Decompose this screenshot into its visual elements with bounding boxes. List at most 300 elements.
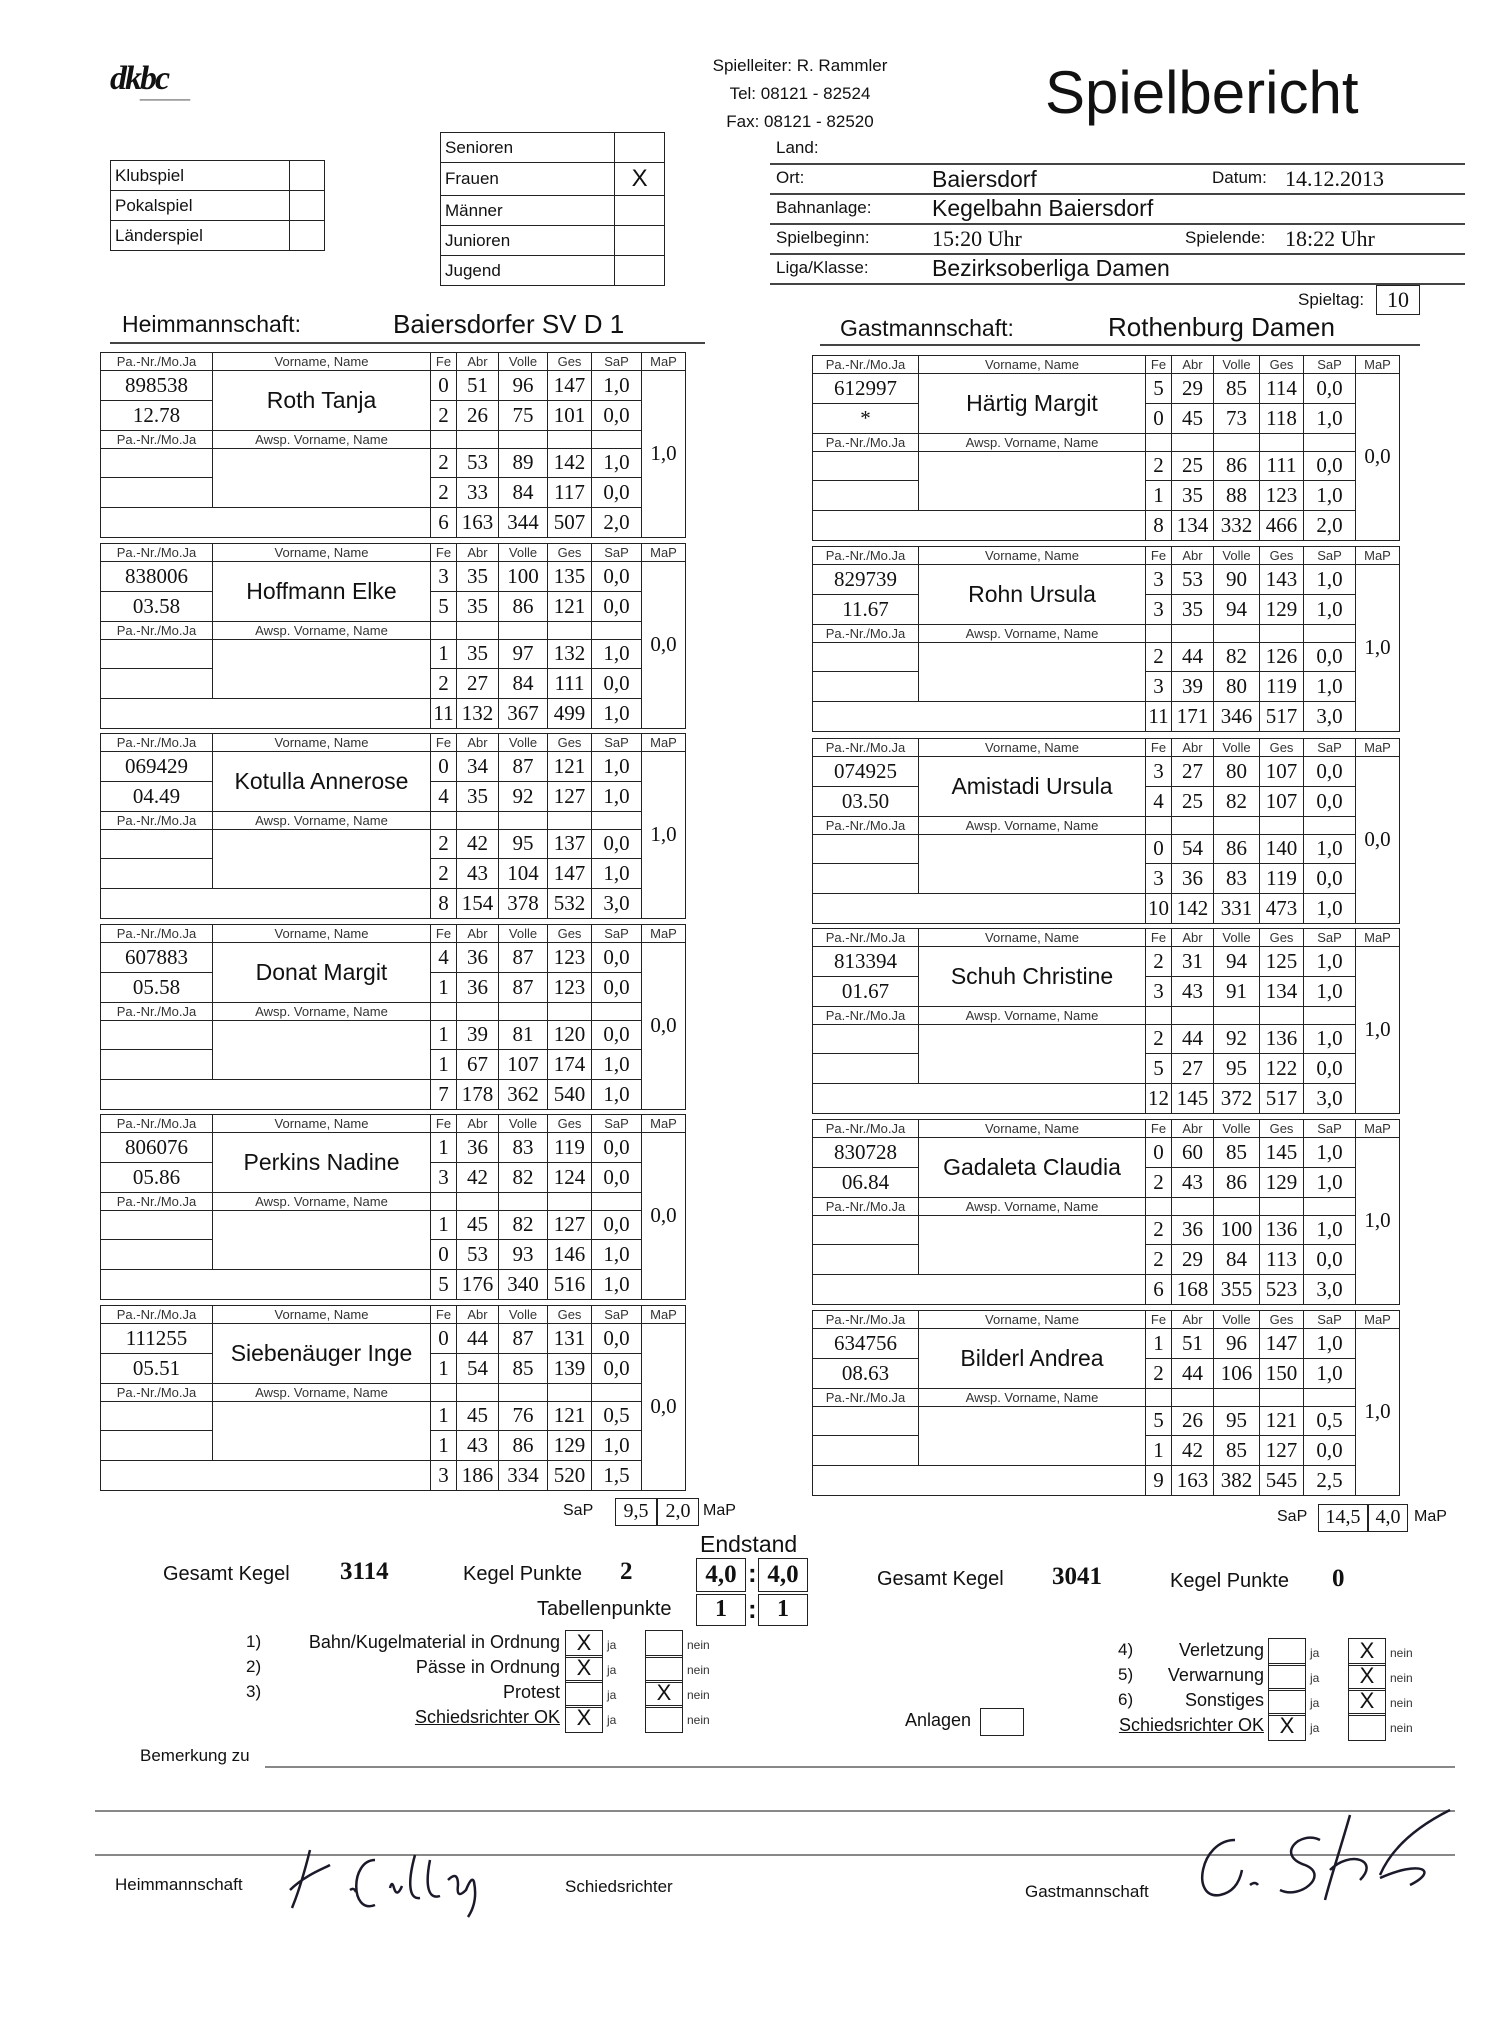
total-cell: 132	[457, 699, 499, 729]
empty-cell	[1304, 1197, 1356, 1215]
substitute-pass-cell[interactable]	[813, 834, 919, 864]
game-cell: 145	[1260, 1138, 1304, 1168]
substitute-pass-cell[interactable]	[101, 1240, 213, 1270]
game-cell: 119	[1260, 672, 1304, 702]
awsp-header: Awsp. Vorname, Name	[919, 816, 1146, 834]
game-type-box	[110, 160, 325, 251]
volle-header: Volle	[1214, 547, 1260, 565]
empty-cell	[592, 1383, 642, 1401]
game-cell: 82	[1214, 642, 1260, 672]
check-number: 3)	[246, 1682, 262, 1701]
vorname-header: Vorname, Name	[919, 1120, 1146, 1138]
pa-nr-header: Pa.-Nr./Mo.Ja	[101, 1192, 213, 1210]
land-label: Land:	[776, 138, 819, 157]
game-cell: 2	[431, 829, 457, 859]
vorname-header: Vorname, Name	[213, 734, 431, 752]
pa-nr-header: Pa.-Nr./Mo.Ja	[813, 624, 919, 642]
game-cell: 86	[1214, 451, 1260, 481]
substitute-pass-cell[interactable]	[813, 451, 919, 481]
game-cell: 36	[457, 972, 499, 1002]
spielende-label: Spielende:	[1185, 228, 1266, 247]
total-cell: 9	[1146, 1466, 1172, 1496]
substitute-name[interactable]	[213, 1210, 431, 1270]
player-map: 1,0	[1356, 947, 1400, 1114]
game-cell: 174	[548, 1050, 592, 1080]
substitute-pass-cell[interactable]	[813, 481, 919, 511]
category-mark[interactable]: X	[615, 163, 665, 196]
empty-cell	[1146, 1006, 1172, 1024]
empty-cell	[1214, 624, 1260, 642]
check-ja-box[interactable]	[1268, 1638, 1306, 1666]
game-cell: 126	[1260, 642, 1304, 672]
total-cell: 532	[548, 889, 592, 919]
game-cell: 2	[1146, 1245, 1172, 1275]
check-nein-label: nein	[687, 1638, 710, 1652]
game-cell: 106	[1214, 1358, 1260, 1388]
game-cell: 1	[431, 1401, 457, 1431]
game-cell: 1,0	[592, 781, 642, 811]
tabellenpunkte-label: Tabellenpunkte	[537, 1598, 672, 1620]
substitute-pass-cell[interactable]	[813, 1054, 919, 1084]
vorname-header: Vorname, Name	[919, 1311, 1146, 1329]
total-cell: 134	[1172, 511, 1214, 541]
category-mark[interactable]	[615, 133, 665, 163]
substitute-name[interactable]	[919, 834, 1146, 894]
abr-header: Abr	[457, 1115, 499, 1133]
game-cell: 96	[1214, 1329, 1260, 1359]
game-cell: 86	[1214, 834, 1260, 864]
awsp-header: Awsp. Vorname, Name	[919, 1197, 1146, 1215]
substitute-pass-cell[interactable]	[101, 639, 213, 669]
pa-nr-header: Pa.-Nr./Mo.Ja	[101, 1002, 213, 1020]
pa-nr-header: Pa.-Nr./Mo.Ja	[101, 734, 213, 752]
game-cell: 1	[431, 639, 457, 669]
check-ja-label: ja	[607, 1638, 617, 1652]
empty-cell	[1214, 1006, 1260, 1024]
substitute-pass-cell[interactable]	[101, 448, 213, 478]
empty-cell	[431, 1002, 457, 1020]
player-birth: 08.63	[813, 1358, 919, 1388]
home-sap-total: 9,5	[615, 1498, 657, 1526]
check-nein-box[interactable]: X	[645, 1680, 683, 1708]
game-cell: 34	[457, 752, 499, 782]
total-cell: 523	[1260, 1275, 1304, 1305]
game-cell: 0,5	[1304, 1406, 1356, 1436]
check-nein-box[interactable]	[645, 1630, 683, 1658]
total-cell: 334	[499, 1461, 548, 1491]
player-birth: 11.67	[813, 594, 919, 624]
guest-signature-icon	[1180, 1800, 1470, 1910]
check-ja-box[interactable]	[1268, 1663, 1306, 1691]
empty-cell	[1214, 1197, 1260, 1215]
game-cell: 92	[499, 781, 548, 811]
check-ja-label: ja	[607, 1688, 617, 1702]
anlagen-box[interactable]	[980, 1708, 1024, 1736]
vorname-header: Vorname, Name	[213, 1115, 431, 1133]
total-cell: 154	[457, 889, 499, 919]
substitute-name[interactable]	[919, 1406, 1146, 1466]
game-cell: 0,0	[1304, 1245, 1356, 1275]
total-spacer	[813, 1275, 1146, 1305]
substitute-name[interactable]	[919, 642, 1146, 702]
game-cell: 0	[1146, 834, 1172, 864]
endstand-colon: :	[748, 1558, 757, 1588]
check-ja-label: ja	[607, 1713, 617, 1727]
game-cell: 1,0	[592, 1050, 642, 1080]
map-header: MaP	[1356, 356, 1400, 374]
empty-cell	[1214, 816, 1260, 834]
game-cell: 42	[1172, 1436, 1214, 1466]
check-ja-box[interactable]: X	[565, 1705, 603, 1733]
game-cell: 100	[1214, 1215, 1260, 1245]
substitute-pass-cell[interactable]	[101, 478, 213, 508]
substitute-pass-cell[interactable]	[101, 669, 213, 699]
player-table	[812, 355, 1400, 541]
guest-team-label: Gastmannschaft:	[840, 315, 1014, 341]
vorname-header: Vorname, Name	[919, 356, 1146, 374]
fax: Fax: 08121 - 82520	[726, 112, 874, 131]
substitute-name[interactable]	[919, 1215, 1146, 1275]
vorname-header: Vorname, Name	[213, 353, 431, 371]
game-type-mark[interactable]	[290, 221, 325, 251]
game-type-mark[interactable]	[290, 161, 325, 191]
total-spacer	[101, 699, 431, 729]
total-cell: 372	[1214, 1084, 1260, 1114]
liga-value: Bezirksoberliga Damen	[932, 255, 1170, 281]
game-cell: 42	[457, 1162, 499, 1192]
player-table	[812, 546, 1400, 732]
check-number: 6)	[1118, 1690, 1134, 1709]
game-cell: 0,0	[592, 669, 642, 699]
substitute-pass-cell[interactable]	[101, 1210, 213, 1240]
gast-signature-label: Gastmannschaft	[1025, 1882, 1149, 1901]
player-map: 0,0	[1356, 374, 1400, 541]
check-ja-box[interactable]: X	[1268, 1713, 1306, 1741]
game-cell: 119	[1260, 864, 1304, 894]
awsp-header: Awsp. Vorname, Name	[213, 1383, 431, 1401]
total-cell: 520	[548, 1461, 592, 1491]
category-label: Jugend	[441, 256, 615, 286]
game-cell: 3	[1146, 565, 1172, 595]
empty-cell	[1260, 1388, 1304, 1406]
game-cell: 94	[1214, 947, 1260, 977]
player-map: 0,0	[1356, 757, 1400, 924]
empty-cell	[431, 430, 457, 448]
empty-cell	[1146, 624, 1172, 642]
game-cell: 0,0	[1304, 864, 1356, 894]
total-cell: 1,0	[1304, 894, 1356, 924]
volle-header: Volle	[1214, 739, 1260, 757]
player-name: Rohn Ursula	[919, 565, 1146, 625]
game-cell: 84	[499, 669, 548, 699]
sap-header: SaP	[592, 353, 642, 371]
empty-cell	[499, 621, 548, 639]
home-kegelpunkte: 2	[620, 1558, 633, 1585]
game-type-mark[interactable]	[290, 191, 325, 221]
substitute-name[interactable]	[213, 1401, 431, 1461]
empty-cell	[1304, 1388, 1356, 1406]
check-nein-label: nein	[1390, 1646, 1413, 1660]
substitute-pass-cell[interactable]	[101, 1050, 213, 1080]
game-cell: 121	[548, 752, 592, 782]
game-type-label: Pokalspiel	[111, 191, 290, 221]
game-cell: 36	[1172, 864, 1214, 894]
map-header: MaP	[642, 544, 686, 562]
empty-cell	[457, 1383, 499, 1401]
game-cell: 45	[457, 1210, 499, 1240]
total-spacer	[813, 894, 1146, 924]
game-type-row	[111, 161, 325, 191]
empty-cell	[592, 1192, 642, 1210]
abr-header: Abr	[457, 544, 499, 562]
substitute-pass-cell[interactable]	[101, 1020, 213, 1050]
game-cell: 54	[1172, 834, 1214, 864]
ges-header: Ges	[1260, 1311, 1304, 1329]
total-spacer	[101, 1080, 431, 1110]
substitute-pass-cell[interactable]	[813, 672, 919, 702]
game-cell: 67	[457, 1050, 499, 1080]
check-nein-label: nein	[1390, 1671, 1413, 1685]
logo-subtext-decoration: ━━━━━━━━━━━━━━	[139, 98, 191, 104]
game-cell: 2	[1146, 1215, 1172, 1245]
game-cell: 73	[1214, 403, 1260, 433]
substitute-pass-cell[interactable]	[101, 1401, 213, 1431]
game-cell: 2	[1146, 451, 1172, 481]
player-table	[812, 1310, 1400, 1496]
player-table	[100, 352, 686, 538]
vorname-header: Vorname, Name	[919, 547, 1146, 565]
game-cell: 1,0	[592, 448, 642, 478]
substitute-pass-cell[interactable]	[101, 829, 213, 859]
player-table	[812, 738, 1400, 924]
category-row	[441, 256, 665, 286]
substitute-name[interactable]	[919, 451, 1146, 511]
substitute-pass-cell[interactable]	[813, 864, 919, 894]
game-cell: 0,0	[1304, 374, 1356, 404]
game-cell: 42	[457, 829, 499, 859]
game-cell: 1,0	[592, 752, 642, 782]
ges-header: Ges	[548, 734, 592, 752]
substitute-pass-cell[interactable]	[813, 1436, 919, 1466]
game-cell: 146	[548, 1240, 592, 1270]
total-cell: 145	[1172, 1084, 1214, 1114]
game-cell: 1,0	[1304, 481, 1356, 511]
empty-cell	[1214, 1388, 1260, 1406]
game-cell: 82	[1214, 786, 1260, 816]
total-cell: 378	[499, 889, 548, 919]
empty-cell	[1172, 624, 1214, 642]
check-ja-box[interactable]	[1268, 1688, 1306, 1716]
pa-nr-header: Pa.-Nr./Mo.Ja	[101, 621, 213, 639]
game-cell: 0,0	[592, 1020, 642, 1050]
player-name: Perkins Nadine	[213, 1133, 431, 1193]
substitute-pass-cell[interactable]	[813, 1406, 919, 1436]
game-cell: 2	[431, 448, 457, 478]
player-map: 0,0	[642, 943, 686, 1110]
total-cell: 163	[457, 508, 499, 538]
game-cell: 123	[548, 972, 592, 1002]
guest-map-total: 4,0	[1368, 1504, 1408, 1532]
check-nein-box[interactable]: X	[1348, 1638, 1386, 1666]
empty-cell	[457, 430, 499, 448]
total-cell: 466	[1260, 511, 1304, 541]
total-cell: 168	[1172, 1275, 1214, 1305]
game-cell: 2	[1146, 1167, 1172, 1197]
total-cell: 1,0	[592, 1080, 642, 1110]
pa-nr-header: Pa.-Nr./Mo.Ja	[813, 929, 919, 947]
check-nein-box[interactable]	[645, 1655, 683, 1683]
substitute-pass-cell[interactable]	[813, 1024, 919, 1054]
vorname-header: Vorname, Name	[919, 929, 1146, 947]
game-cell: 76	[499, 1401, 548, 1431]
total-cell: 178	[457, 1080, 499, 1110]
ges-header: Ges	[1260, 356, 1304, 374]
total-cell: 1,0	[592, 699, 642, 729]
pa-nr-header: Pa.-Nr./Mo.Ja	[101, 544, 213, 562]
volle-header: Volle	[499, 544, 548, 562]
game-cell: 36	[457, 1133, 499, 1163]
check-nein-box[interactable]: X	[1348, 1688, 1386, 1716]
game-cell: 0,0	[592, 972, 642, 1002]
total-cell: 540	[548, 1080, 592, 1110]
spieltag-label: Spieltag:	[1298, 290, 1365, 309]
pa-nr-header: Pa.-Nr./Mo.Ja	[813, 1006, 919, 1024]
game-cell: 129	[548, 1431, 592, 1461]
pa-nr-header: Pa.-Nr./Mo.Ja	[101, 430, 213, 448]
map-header: MaP	[642, 1115, 686, 1133]
check-nein-box[interactable]: X	[1348, 1663, 1386, 1691]
check-ja-box[interactable]: X	[565, 1630, 603, 1658]
game-cell: 91	[1214, 976, 1260, 1006]
player-pass-number: 612997	[813, 374, 919, 404]
volle-header: Volle	[1214, 1120, 1260, 1138]
game-cell: 117	[548, 478, 592, 508]
volle-header: Volle	[499, 734, 548, 752]
game-cell: 127	[1260, 1436, 1304, 1466]
ort-value: Baiersdorf	[932, 166, 1037, 192]
sap-header: SaP	[592, 1306, 642, 1324]
game-cell: 1	[431, 1133, 457, 1163]
total-cell: 355	[1214, 1275, 1260, 1305]
category-mark[interactable]	[615, 196, 665, 226]
game-cell: 0,0	[592, 562, 642, 592]
pa-nr-header: Pa.-Nr./Mo.Ja	[813, 1197, 919, 1215]
total-cell: 8	[1146, 511, 1172, 541]
vorname-header: Vorname, Name	[919, 739, 1146, 757]
check-ja-box[interactable]: X	[565, 1655, 603, 1683]
check-nein-label: nein	[687, 1688, 710, 1702]
game-cell: 1	[431, 972, 457, 1002]
game-cell: 1,0	[1304, 594, 1356, 624]
game-cell: 121	[548, 591, 592, 621]
substitute-name[interactable]	[213, 448, 431, 508]
game-cell: 39	[457, 1020, 499, 1050]
game-cell: 27	[457, 669, 499, 699]
pa-nr-header: Pa.-Nr./Mo.Ja	[813, 547, 919, 565]
check-nein-box[interactable]	[645, 1705, 683, 1733]
guest-gesamt-label: Gesamt Kegel	[877, 1568, 1004, 1590]
map-header: MaP	[1356, 1311, 1400, 1329]
empty-cell	[499, 1192, 548, 1210]
empty-cell	[592, 1002, 642, 1020]
substitute-pass-cell[interactable]	[813, 1245, 919, 1275]
check-nein-box[interactable]	[1348, 1713, 1386, 1741]
substitute-pass-cell[interactable]	[101, 859, 213, 889]
game-cell: 0	[431, 752, 457, 782]
game-cell: 29	[1172, 374, 1214, 404]
pa-nr-header: Pa.-Nr./Mo.Ja	[813, 1388, 919, 1406]
game-cell: 147	[548, 859, 592, 889]
game-cell: 137	[548, 829, 592, 859]
total-cell: 3,0	[1304, 1084, 1356, 1114]
player-map: 0,0	[642, 1324, 686, 1491]
check-number: 1)	[246, 1632, 262, 1651]
sap-header: SaP	[1304, 929, 1356, 947]
fe-header: Fe	[1146, 929, 1172, 947]
check-ja-box[interactable]	[565, 1680, 603, 1708]
volle-header: Volle	[499, 1115, 548, 1133]
game-cell: 100	[499, 562, 548, 592]
sap-header: SaP	[1304, 1120, 1356, 1138]
category-mark[interactable]	[615, 226, 665, 256]
sap-header: SaP	[592, 925, 642, 943]
game-cell: 31	[1172, 947, 1214, 977]
guest-map-label: MaP	[1414, 1508, 1447, 1525]
ort-label: Ort:	[776, 168, 805, 187]
pa-nr-header: Pa.-Nr./Mo.Ja	[813, 1311, 919, 1329]
game-cell: 87	[499, 972, 548, 1002]
substitute-name[interactable]	[919, 1024, 1146, 1084]
spielbeginn-value: 15:20 Uhr	[932, 226, 1022, 251]
game-cell: 44	[1172, 642, 1214, 672]
player-pass-number: 806076	[101, 1133, 213, 1163]
ges-header: Ges	[548, 1306, 592, 1324]
game-type-row	[111, 191, 325, 221]
empty-cell	[1146, 433, 1172, 451]
substitute-name[interactable]	[213, 639, 431, 699]
substitute-name[interactable]	[213, 829, 431, 889]
empty-cell	[1260, 1197, 1304, 1215]
game-cell: 4	[1146, 786, 1172, 816]
player-name: Amistadi Ursula	[919, 757, 1146, 817]
game-cell: 93	[499, 1240, 548, 1270]
substitute-pass-cell[interactable]	[101, 1431, 213, 1461]
category-mark[interactable]	[615, 256, 665, 286]
player-name: Roth Tanja	[213, 371, 431, 431]
total-cell: 3,0	[1304, 702, 1356, 732]
empty-cell	[592, 811, 642, 829]
game-cell: 107	[1260, 786, 1304, 816]
fe-header: Fe	[1146, 1311, 1172, 1329]
game-cell: 43	[457, 859, 499, 889]
player-name: Schuh Christine	[919, 947, 1146, 1007]
substitute-name[interactable]	[213, 1020, 431, 1080]
game-cell: 0,0	[592, 1324, 642, 1354]
total-cell: 11	[1146, 702, 1172, 732]
substitute-pass-cell[interactable]	[813, 1215, 919, 1245]
substitute-pass-cell[interactable]	[813, 642, 919, 672]
total-spacer	[813, 511, 1146, 541]
empty-cell	[1172, 1006, 1214, 1024]
game-cell: 43	[1172, 1167, 1214, 1197]
player-birth: 03.50	[813, 786, 919, 816]
guest-kegelpunkte-label: Kegel Punkte	[1170, 1570, 1289, 1592]
awsp-header: Awsp. Vorname, Name	[919, 433, 1146, 451]
player-table	[100, 1305, 686, 1491]
bahnanlage-label: Bahnanlage:	[776, 198, 872, 217]
abr-header: Abr	[457, 925, 499, 943]
guest-sap-label: SaP	[1277, 1508, 1308, 1525]
